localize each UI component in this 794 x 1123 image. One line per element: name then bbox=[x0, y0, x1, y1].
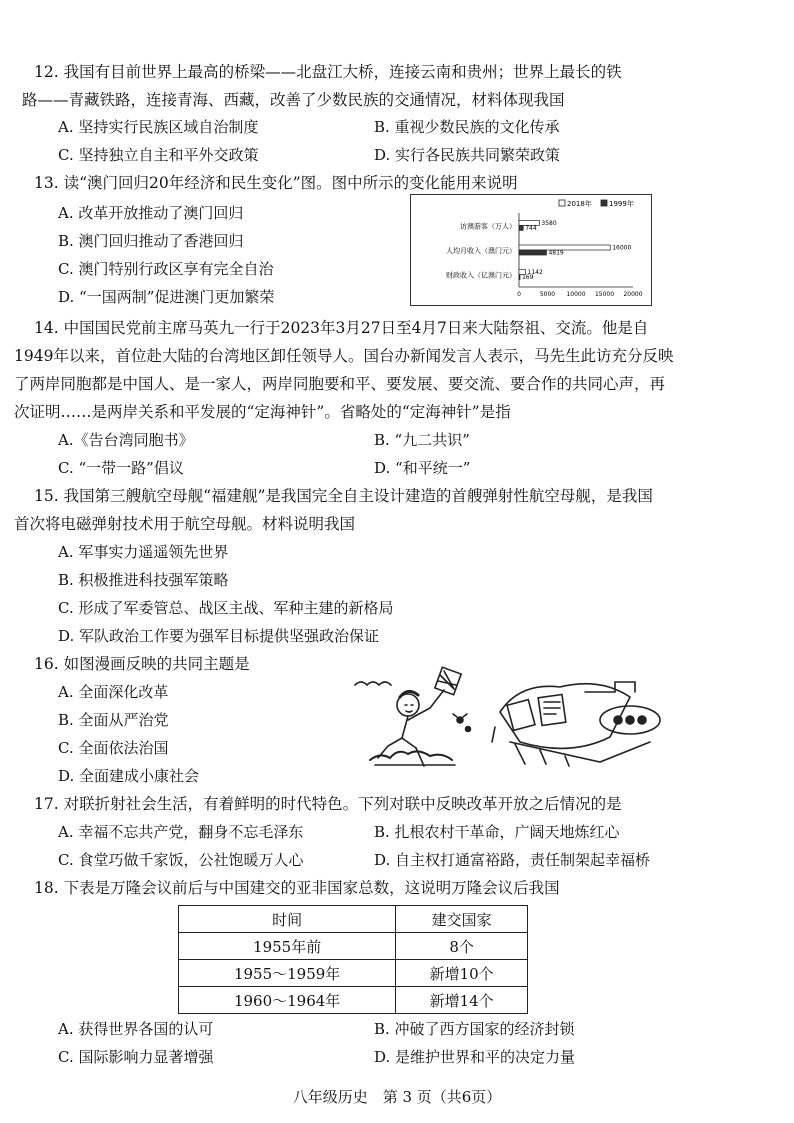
cartoon-fly-swatter-image bbox=[350, 665, 480, 780]
q15-option-a: A. 军事实力遥遥领先世界 bbox=[58, 543, 229, 561]
q14-stem-line2: 1949年以来，首位赴大陆的台湾地区卸任领导人。国台办新闻发言人表示，马先生此访充分反映 bbox=[14, 347, 674, 365]
q16-option-b: B. 全面从严治党 bbox=[58, 711, 169, 729]
q14-option-d: D. “和平统一” bbox=[374, 459, 471, 477]
q12-option-b: B. 重视少数民族的文化传承 bbox=[374, 118, 560, 136]
legend-swatch-1999 bbox=[601, 200, 607, 206]
bar-data-label: 1142 bbox=[527, 269, 543, 277]
q14-stem-line3: 了两岸同胞都是中国人、是一家人，两岸同胞要和平、要发展、要交流、要合作的共同心声，再 bbox=[14, 375, 666, 393]
q13-option-c: C. 澳门特别行政区享有完全自治 bbox=[58, 260, 274, 278]
table-header-cell: 时间 bbox=[179, 906, 396, 933]
category-label: 人均月收入（澳门元） bbox=[446, 247, 516, 255]
q12-option-a: A. 坚持实行民族区域自治制度 bbox=[58, 118, 259, 136]
x-tick-label: 20000 bbox=[623, 291, 643, 298]
q18-option-a: A. 获得世界各国的认可 bbox=[58, 1020, 214, 1038]
table-row bbox=[179, 960, 528, 987]
q17-option-c: C. 食堂巧做千家饭，公社饱暖万人心 bbox=[58, 851, 304, 869]
q13-stem: 13. 读“澳门回归20年经济和民生变化”图。图中所示的变化能用来说明 bbox=[34, 174, 518, 192]
q16-stem: 16. 如图漫画反映的共同主题是 bbox=[34, 655, 250, 673]
bar-data-label: 169 bbox=[521, 274, 534, 282]
q15-option-b: B. 积极推进科技强军策略 bbox=[58, 571, 229, 589]
q15-option-d: D. 军队政治工作要为强军目标提供坚强政治保证 bbox=[58, 627, 380, 645]
table-row bbox=[179, 933, 528, 960]
bar-2018年 bbox=[519, 245, 610, 250]
table-cell: 8个 bbox=[396, 933, 528, 960]
cartoon-documents-desk-image bbox=[490, 672, 680, 777]
q16-option-c: C. 全面依法治国 bbox=[58, 739, 169, 757]
legend-label-2018: 2018年 bbox=[567, 200, 592, 208]
table-cell: 1960～1964年 bbox=[179, 987, 396, 1014]
q17-option-b: B. 扎根农村干革命，广阔天地炼红心 bbox=[374, 823, 620, 841]
bar-data-label: 4819 bbox=[548, 249, 564, 257]
q18-option-c: C. 国际影响力显著增强 bbox=[58, 1048, 214, 1066]
q13-chart-svg bbox=[411, 195, 651, 305]
x-tick-label: 0 bbox=[517, 291, 521, 298]
q17-stem: 17. 对联折射社会生活，有着鲜明的时代特色。下列对联中反映改革开放之后情况的是 bbox=[34, 795, 622, 813]
q14-option-c: C. “一带一路”倡议 bbox=[58, 459, 184, 477]
legend-swatch-2018 bbox=[559, 200, 565, 206]
table-cell: 新增14个 bbox=[396, 987, 528, 1014]
x-tick-label: 5000 bbox=[539, 291, 556, 298]
x-tick-label: 15000 bbox=[594, 291, 615, 298]
q16-option-d: D. 全面建成小康社会 bbox=[58, 767, 200, 785]
table-header-row bbox=[179, 906, 528, 933]
table-header-cell: 建交国家 bbox=[396, 906, 528, 933]
q15-stem-line2: 首次将电磁弹射技术用于航空母舰。材料说明我国 bbox=[14, 515, 356, 533]
q18-option-d: D. 是维护世界和平的决定力量 bbox=[374, 1048, 576, 1066]
x-tick-label: 10000 bbox=[566, 291, 586, 298]
q15-option-c: C. 形成了军委管总、战区主战、军种主建的新格局 bbox=[58, 599, 394, 617]
q17-option-d: D. 自主权打通富裕路，责任制架起幸福桥 bbox=[374, 851, 651, 869]
q13-bar-chart bbox=[410, 194, 652, 306]
category-label: 访澳游客（万人） bbox=[460, 222, 516, 231]
q16-option-a: A. 全面深化改革 bbox=[58, 683, 169, 701]
bar-1999年 bbox=[519, 225, 523, 230]
q13-option-d: D. “一国两制”促进澳门更加繁荣 bbox=[58, 288, 275, 306]
q12-option-d: D. 实行各民族共同繁荣政策 bbox=[374, 146, 561, 164]
q18-option-b: B. 冲破了西方国家的经济封锁 bbox=[374, 1020, 575, 1038]
bar-data-label: 744 bbox=[525, 224, 537, 232]
q12-stem-line2: 路——青藏铁路，连接青海、西藏，改善了少数民族的交通情况，材料体现我国 bbox=[22, 91, 565, 109]
q13-option-b: B. 澳门回归推动了香港回归 bbox=[58, 232, 244, 250]
q15-stem-line1: 15. 我国第三艘航空母舰“福建舰”是我国完全自主设计建造的首艘弹射性航空母舰，是我国 bbox=[34, 487, 653, 505]
q14-stem-line4: 次证明……是两岸关系和平发展的“定海神针”。省略处的“定海神针”是指 bbox=[14, 403, 511, 421]
table-cell: 新增10个 bbox=[396, 960, 528, 987]
category-label: 财政收入（亿澳门元） bbox=[446, 271, 516, 280]
table-cell: 1955年前 bbox=[179, 933, 396, 960]
q14-option-b: B. “九二共识” bbox=[374, 431, 470, 449]
table-row bbox=[179, 987, 528, 1014]
q17-option-a: A. 幸福不忘共产党，翻身不忘毛泽东 bbox=[58, 823, 304, 841]
q14-stem-line1: 14. 中国国民党前主席马英九一行于2023年3月27日至4月7日来大陆祭祖、交流。他是自 bbox=[34, 319, 649, 337]
q12-stem-line1: 12. 我国有目前世界上最高的桥梁——北盘江大桥，连接云南和贵州；世界上最长的铁 bbox=[34, 63, 622, 81]
q14-option-a: A.《告台湾同胞书》 bbox=[58, 431, 194, 449]
table-cell: 1955～1959年 bbox=[179, 960, 396, 987]
q13-option-a: A. 改革开放推动了澳门回归 bbox=[58, 204, 244, 222]
bar-1999年 bbox=[519, 275, 520, 280]
q18-stem: 18. 下表是万隆会议前后与中国建交的亚非国家总数，这说明万隆会议后我国 bbox=[34, 879, 560, 897]
q18-table bbox=[178, 905, 528, 1014]
q12-option-c: C. 坚持独立自主和平外交政策 bbox=[58, 146, 259, 164]
bar-data-label: 3580 bbox=[541, 219, 557, 227]
bar-1999年 bbox=[519, 250, 546, 255]
page-footer: 八年级历史 第 3 页（共6页） bbox=[292, 1088, 502, 1106]
legend-label-1999: 1999年 bbox=[609, 200, 634, 208]
bar-data-label: 16000 bbox=[612, 244, 632, 252]
